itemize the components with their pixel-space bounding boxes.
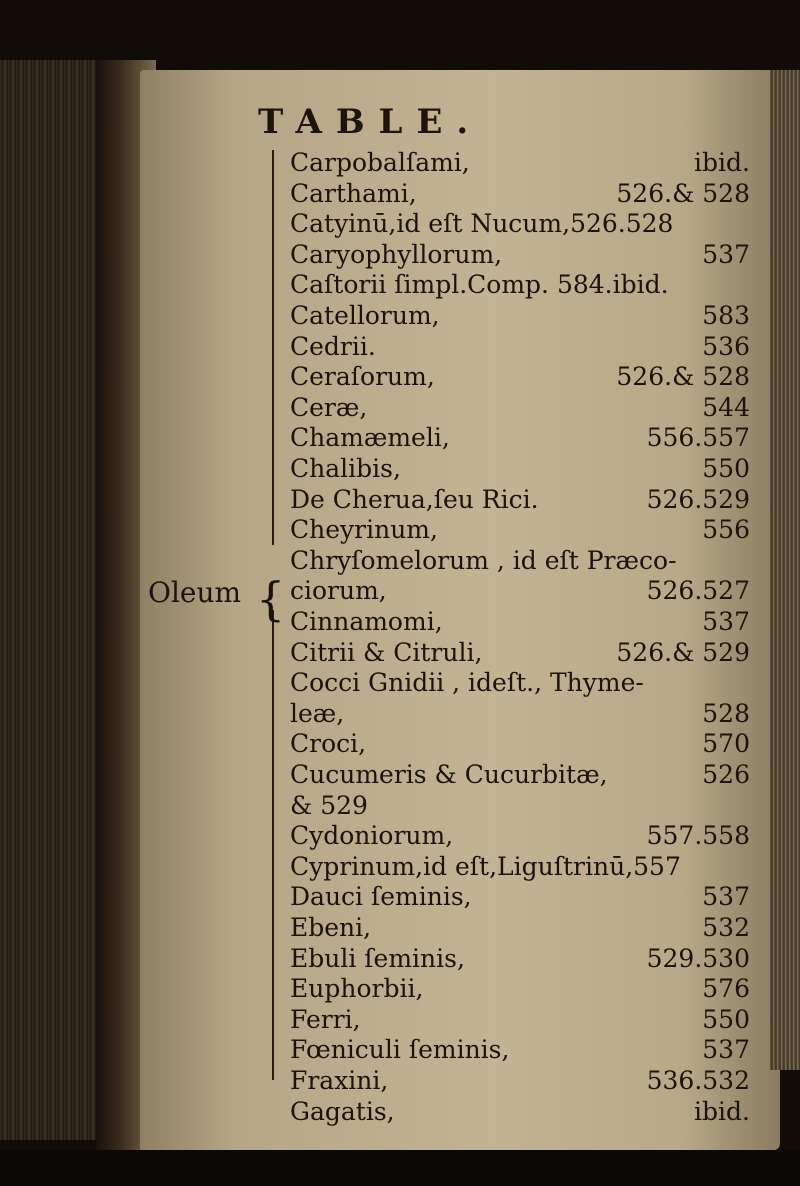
entry-name: Carpobalſami, bbox=[290, 148, 470, 177]
entry-name: Caryophyllorum, bbox=[290, 239, 503, 269]
entry-name: Cedrii. bbox=[290, 331, 376, 361]
index-entry bbox=[290, 546, 750, 573]
entry-name: Citrii & Citruli, bbox=[290, 637, 483, 667]
bracket-upper bbox=[272, 150, 274, 545]
entry-page: 529.530 bbox=[646, 943, 750, 973]
index-entry bbox=[290, 882, 750, 912]
index-entry bbox=[290, 270, 750, 300]
entry-name: Cucumeris & Cucurbitæ, bbox=[290, 760, 608, 789]
entry-page: 544 bbox=[702, 392, 750, 422]
group-brace: { bbox=[256, 572, 286, 626]
group-label: Oleum bbox=[148, 576, 242, 609]
entry-name: Chryſomelorum , id eſt Præco- bbox=[290, 545, 677, 575]
index-entry bbox=[290, 1066, 750, 1093]
index-entry bbox=[290, 729, 750, 759]
entry-page: 536.532 bbox=[646, 1066, 750, 1095]
entry-page: 526.& 529 bbox=[616, 637, 750, 667]
entry-name: Chalibis, bbox=[290, 454, 401, 483]
index-entry bbox=[290, 423, 750, 453]
entry-name: leæ, bbox=[290, 698, 345, 728]
entry-page: 570 bbox=[702, 729, 750, 759]
entry-name: Croci, bbox=[290, 729, 367, 759]
entry-page: 526.527 bbox=[646, 576, 750, 606]
entry-page: 526.& 528 bbox=[616, 362, 750, 392]
index-entry bbox=[290, 240, 750, 267]
entry-page: ibid. bbox=[694, 1096, 750, 1126]
entry-name: De Cherua,ſeu Rici. bbox=[290, 484, 539, 514]
index-entry bbox=[290, 301, 750, 328]
entry-name: Cydoniorum, bbox=[290, 821, 454, 851]
index-entry bbox=[290, 454, 750, 481]
entry-name: Caſtorii ſimpl.Comp. 584.ibid. bbox=[290, 270, 669, 300]
entry-name: Ceraſorum, bbox=[290, 362, 435, 392]
index-entry bbox=[290, 760, 750, 787]
entry-page: 528 bbox=[702, 698, 750, 728]
entry-name: Cinnamomi, bbox=[290, 607, 443, 636]
entry-page: 537 bbox=[702, 882, 750, 912]
entry-page: 556 bbox=[702, 515, 750, 545]
index-entry bbox=[290, 515, 750, 545]
bracket-lower bbox=[272, 610, 274, 1080]
entry-name: Cheyrinum, bbox=[290, 515, 438, 545]
entry-name: Ceræ, bbox=[290, 392, 368, 422]
index-entry bbox=[290, 1005, 750, 1032]
entry-name: Gagatis, bbox=[290, 1096, 395, 1126]
index-entry bbox=[290, 1035, 750, 1065]
entry-name: Fœniculi ſeminis, bbox=[290, 1035, 510, 1065]
index-entry bbox=[290, 148, 750, 175]
entry-name: Ebuli ſeminis, bbox=[290, 943, 465, 973]
entry-name: & 529 bbox=[290, 790, 368, 820]
entry-page: ibid. bbox=[694, 148, 750, 177]
entry-page: 537 bbox=[702, 1035, 750, 1065]
index-entry bbox=[290, 362, 750, 392]
entry-name: Euphorbii, bbox=[290, 974, 424, 1004]
index-entry bbox=[290, 638, 750, 665]
entry-name: Ebeni, bbox=[290, 913, 372, 942]
right-page-edges bbox=[770, 70, 800, 1070]
entry-page: 583 bbox=[702, 301, 750, 330]
entry-page: 526.& 528 bbox=[616, 178, 750, 208]
entry-page: 557.558 bbox=[646, 821, 750, 851]
entry-name: Fraxini, bbox=[290, 1066, 389, 1095]
index-entry bbox=[290, 209, 750, 239]
entry-name: ciorum, bbox=[290, 576, 387, 606]
entry-name: Dauci ſeminis, bbox=[290, 882, 472, 912]
index-entry bbox=[290, 821, 750, 851]
entry-page: 550 bbox=[702, 1004, 750, 1034]
index-entry bbox=[290, 332, 750, 359]
index-entry bbox=[290, 576, 750, 606]
index-entry bbox=[290, 699, 750, 726]
entry-name: Ferri, bbox=[290, 1004, 361, 1034]
entry-page: 536 bbox=[702, 331, 750, 361]
index-entry bbox=[290, 913, 750, 940]
entry-name: Cyprinum,id eſt,Liguſtrinū,557 bbox=[290, 851, 681, 881]
page-header: TABLE. bbox=[258, 102, 483, 142]
entry-name: Catyinū,id eſt Nucum,526.528 bbox=[290, 209, 674, 239]
index-entry bbox=[290, 1097, 750, 1124]
index-entry bbox=[290, 607, 750, 634]
entry-page: 532 bbox=[702, 913, 750, 942]
entry-page: 550 bbox=[702, 454, 750, 483]
bottom-shadow bbox=[0, 1150, 800, 1186]
entry-name: Carthami, bbox=[290, 178, 417, 208]
entry-name: Chamæmeli, bbox=[290, 423, 450, 453]
index-entry bbox=[290, 791, 750, 818]
entry-page: 576 bbox=[702, 974, 750, 1004]
entry-page: 526.529 bbox=[646, 484, 750, 514]
entry-page: 526 bbox=[702, 760, 750, 789]
entry-name: Catellorum, bbox=[290, 301, 440, 330]
index-entry bbox=[290, 668, 750, 698]
index-entry bbox=[290, 974, 750, 1004]
index-entry bbox=[290, 852, 750, 879]
index-entry bbox=[290, 485, 750, 512]
entry-page: 537 bbox=[702, 239, 750, 269]
entry-name: Cocci Gnidii , ideſt., Thyme- bbox=[290, 668, 644, 698]
entry-page: 556.557 bbox=[646, 423, 750, 453]
index-entry bbox=[290, 393, 750, 420]
index-entry bbox=[290, 944, 750, 971]
entry-page: 537 bbox=[702, 607, 750, 636]
index-entry bbox=[290, 179, 750, 206]
